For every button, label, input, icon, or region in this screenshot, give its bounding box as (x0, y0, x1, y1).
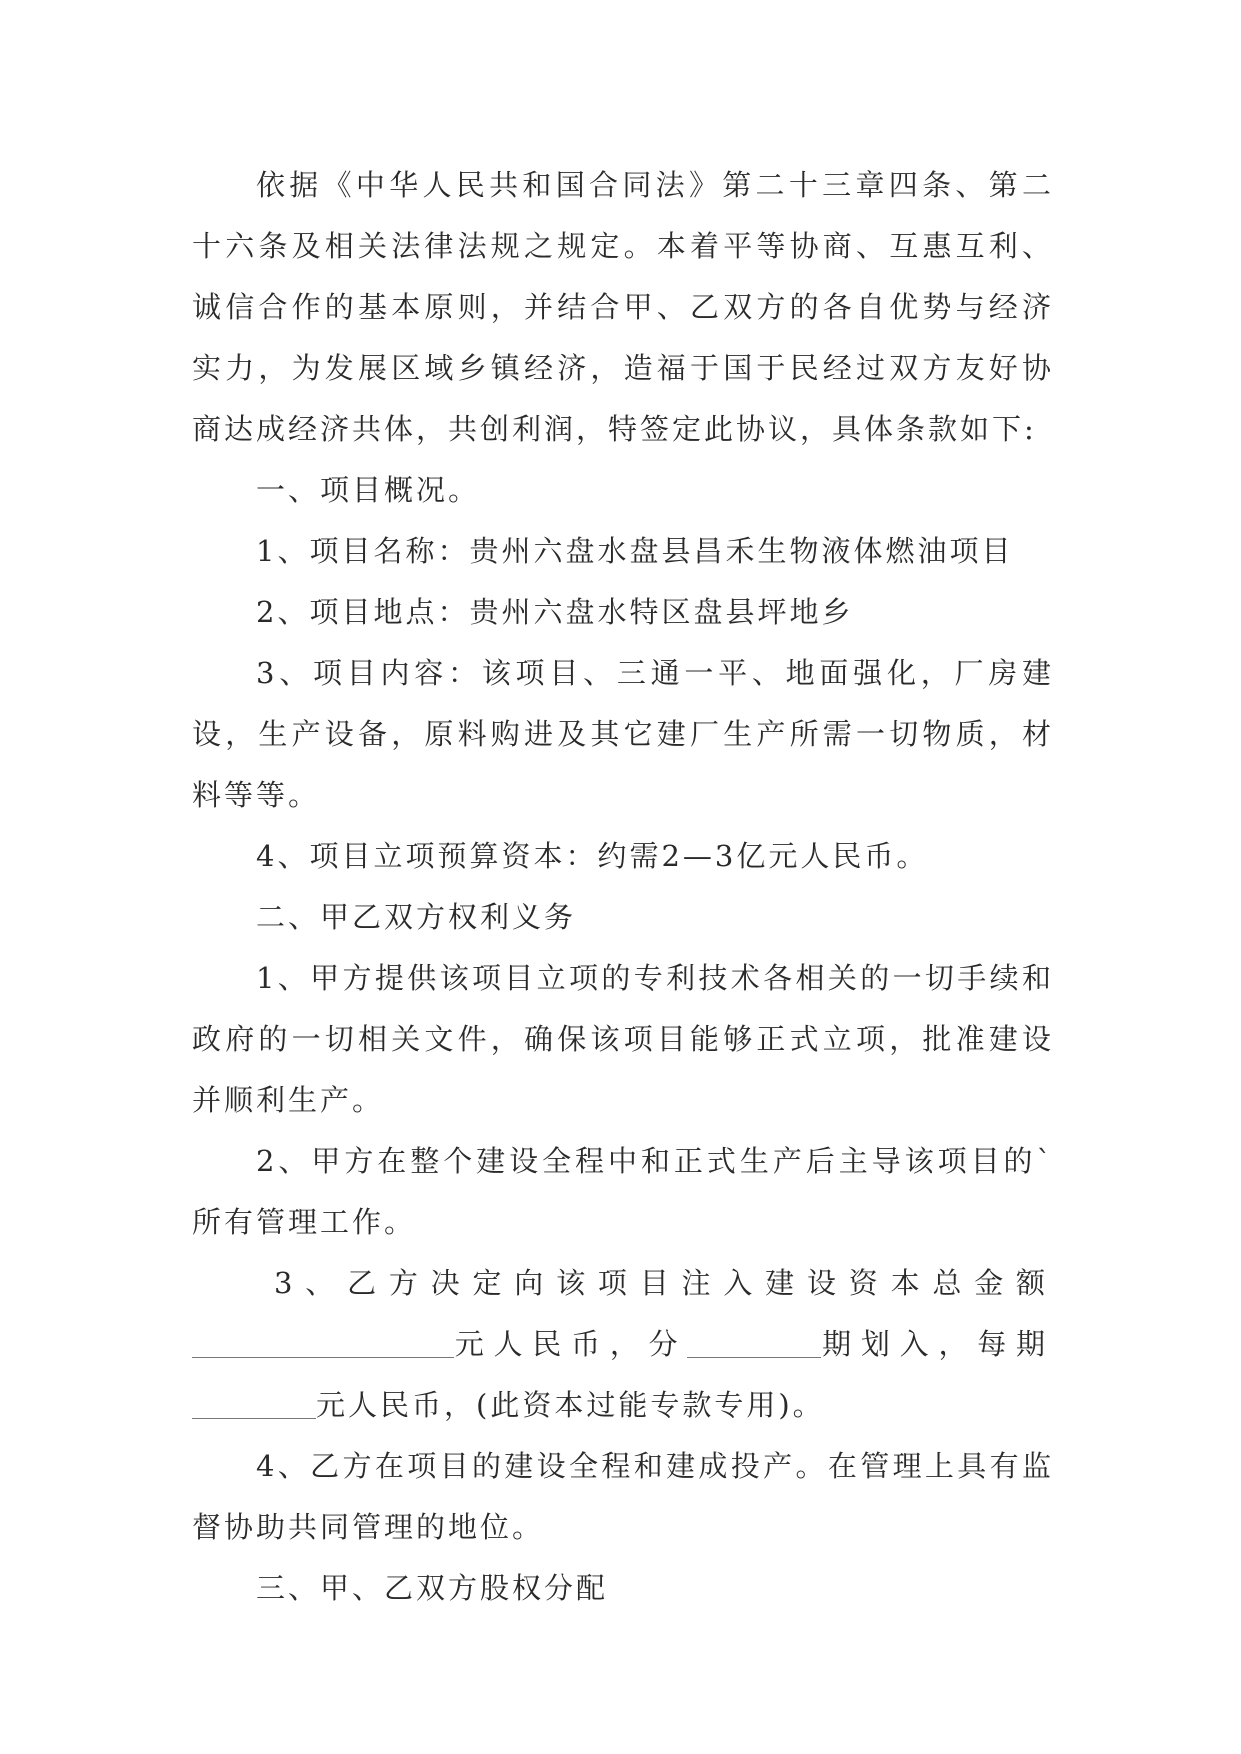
section-heading-equity: 三、甲、乙双方股权分配 (256, 1571, 609, 1605)
per-installment-blank (192, 1386, 316, 1419)
project-name-item: 1、项目名称：贵州六盘水盘县昌禾生物液体燃油项目 (256, 534, 1014, 568)
document-body (192, 155, 1054, 1619)
project-budget-item: 4、项目立项预算资本：约需2—3亿元人民币。 (256, 839, 929, 873)
party-a-duty-1: 1、甲方提供该项目立项的专利技术各相关的一切手续和政府的一切相关文件，确保该项目能够正式立项，批准建设并顺利生产。 (192, 961, 1054, 1117)
party-a-duty-2: 2、甲方在整个建设全程中和正式生产后主导该项目的`所有管理工作。 (192, 1144, 1054, 1239)
section-heading-project-overview: 一、项目概况。 (256, 473, 481, 507)
capital-clause-text-4: 元人民币，(此资本过能专款专用)。 (316, 1388, 825, 1422)
capital-clause-text-2: 元人民币，分 (454, 1327, 688, 1361)
preamble-paragraph: 依据《中华人民共和国合同法》第二十三章四条、第二十六条及相关法律法规之规定。本着平等协商、互惠互利、诚信合作的基本原则，并结合甲、乙双方的各自优势与经济实力，为发展区域乡镇经济，造福于国于民经过双方友好协商达成经济共体，共创利润，特签定此协议，具体条款如下: (192, 168, 1054, 446)
party-b-capital-clause (192, 1253, 1054, 1436)
capital-clause-text-3: 期划入，每期 (821, 1327, 1054, 1361)
project-content-item: 3、项目内容：该项目、三通一平、地面强化，厂房建设，生产设备，原料购进及其它建厂生产所需一切物质，材料等等。 (192, 656, 1054, 812)
capital-clause-text-1: 3、乙方决定向该项目注入建设资本总金额 (274, 1266, 1054, 1300)
total-amount-blank (192, 1325, 454, 1358)
installments-blank (687, 1325, 821, 1358)
project-location-item: 2、项目地点：贵州六盘水特区盘县坪地乡 (256, 595, 854, 629)
party-b-duty-4: 4、乙方在项目的建设全程和建成投产。在管理上具有监督协助共同管理的地位。 (192, 1449, 1054, 1544)
section-heading-rights-obligations: 二、甲乙双方权利义务 (256, 900, 577, 934)
